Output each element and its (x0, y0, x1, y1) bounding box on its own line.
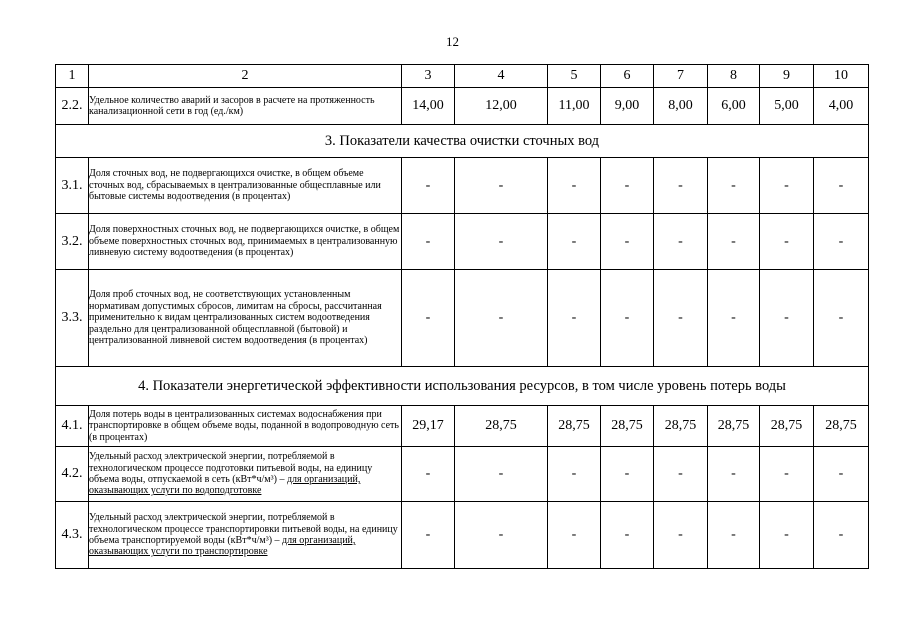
value-cell: 28,75 (654, 406, 708, 447)
header-cell: 10 (814, 65, 869, 88)
section-row-3 (56, 125, 869, 158)
value-cell: - (548, 502, 601, 569)
value-cell: 28,75 (708, 406, 760, 447)
header-cell: 6 (601, 65, 654, 88)
value-cell: - (402, 214, 455, 270)
value-cell: - (654, 270, 708, 367)
header-row (56, 65, 869, 88)
table-row-4-1 (56, 406, 869, 447)
value-cell: 29,17 (402, 406, 455, 447)
value-cell: - (455, 270, 548, 367)
row-description: Доля проб сточных вод, не соответствующих установленным нормативам допустимых сбросов, лимитам на сбросы, рассчитанная применительно к видам централизованных систем водоотведения раздельно для централизованной общесплавной (бытовой) и централизованной ливневой систем водоотведения (в процентах) (89, 270, 402, 367)
value-cell: - (548, 158, 601, 214)
value-cell: 6,00 (708, 88, 760, 125)
value-cell: 9,00 (601, 88, 654, 125)
row-description: Удельное количество аварий и засоров в расчете на протяженность канализационной сети в год (ед./км) (89, 88, 402, 125)
description-text: Удельный расход электрической энергии, потребляемой в технологическом процессе транспортировки питьевой воды, на единицу объема транспортируемой воды (кВт*ч/м³) – (89, 512, 398, 546)
value-cell: - (402, 158, 455, 214)
section-heading: 3. Показатели качества очистки сточных вод (56, 125, 869, 158)
header-cell: 1 (56, 65, 89, 88)
table-row-3-1 (56, 158, 869, 214)
row-number: 2.2. (56, 88, 89, 125)
value-cell: - (402, 270, 455, 367)
row-description: Доля поверхностных сточных вод, не подвергающихся очистке, в общем объеме поверхностных сточных вод, принимаемых в централизованную ливневую систему водоотведения (в процентах) (89, 214, 402, 270)
value-cell: - (814, 270, 869, 367)
value-cell: 28,75 (548, 406, 601, 447)
value-cell: - (708, 447, 760, 502)
value-cell: - (455, 447, 548, 502)
value-cell: - (654, 502, 708, 569)
value-cell: - (601, 270, 654, 367)
value-cell: - (601, 158, 654, 214)
row-description: Доля потерь воды в централизованных системах водоснабжения при транспортировке в общем объеме воды, поданной в водопроводную сеть (в процентах) (89, 406, 402, 447)
header-cell: 5 (548, 65, 601, 88)
description-text: Удельный расход электрической энергии, потребляемой в технологическом процессе подготовки питьевой воды, на единицу объема воды, отпускаемой в сеть (кВт*ч/м³) – (89, 451, 373, 485)
value-cell: 4,00 (814, 88, 869, 125)
value-cell: - (760, 447, 814, 502)
row-number: 4.2. (56, 447, 89, 502)
value-cell: - (601, 502, 654, 569)
value-cell: 12,00 (455, 88, 548, 125)
row-description (89, 447, 402, 502)
header-cell: 8 (708, 65, 760, 88)
section-row-4 (56, 367, 869, 406)
value-cell: - (601, 447, 654, 502)
value-cell: - (760, 158, 814, 214)
value-cell: 14,00 (402, 88, 455, 125)
indicators-table (55, 64, 869, 569)
value-cell: - (708, 158, 760, 214)
value-cell: - (708, 270, 760, 367)
value-cell: - (708, 502, 760, 569)
row-description (89, 502, 402, 569)
table-row-4-2 (56, 447, 869, 502)
value-cell: - (455, 158, 548, 214)
value-cell: 11,00 (548, 88, 601, 125)
row-number: 4.1. (56, 406, 89, 447)
description-underlined: для организаций, оказывающих услуги по водоподготовке (89, 474, 361, 497)
value-cell: - (814, 158, 869, 214)
value-cell: 28,75 (601, 406, 654, 447)
value-cell: - (402, 447, 455, 502)
value-cell: - (760, 270, 814, 367)
value-cell: - (601, 214, 654, 270)
value-cell: 28,75 (814, 406, 869, 447)
value-cell: - (455, 214, 548, 270)
row-number: 3.1. (56, 158, 89, 214)
value-cell: 5,00 (760, 88, 814, 125)
table-row-3-2 (56, 214, 869, 270)
value-cell: - (814, 214, 869, 270)
row-number: 3.3. (56, 270, 89, 367)
page-number: 12 (446, 34, 459, 49)
header-cell: 2 (89, 65, 402, 88)
value-cell: - (760, 502, 814, 569)
value-cell: - (654, 158, 708, 214)
table-row-4-3 (56, 502, 869, 569)
value-cell: - (548, 214, 601, 270)
row-description: Доля сточных вод, не подвергающихся очистке, в общем объеме сточных вод, сбрасываемых в централизованные общесплавные или бытовые системы водоотведения (в процентах) (89, 158, 402, 214)
value-cell: - (548, 447, 601, 502)
value-cell: - (708, 214, 760, 270)
value-cell: - (654, 214, 708, 270)
section-heading: 4. Показатели энергетической эффективности использования ресурсов, в том числе уровень потерь воды (56, 367, 869, 406)
description-underlined: для организаций, оказывающих услуги по транспортировке (89, 535, 356, 558)
value-cell: - (455, 502, 548, 569)
table-row-3-3 (56, 270, 869, 367)
header-cell: 7 (654, 65, 708, 88)
header-cell: 9 (760, 65, 814, 88)
row-number: 4.3. (56, 502, 89, 569)
value-cell: - (814, 447, 869, 502)
row-number: 3.2. (56, 214, 89, 270)
value-cell: 8,00 (654, 88, 708, 125)
value-cell: - (814, 502, 869, 569)
value-cell: 28,75 (455, 406, 548, 447)
value-cell: - (760, 214, 814, 270)
value-cell: - (548, 270, 601, 367)
value-cell: - (654, 447, 708, 502)
table-row-2-2 (56, 88, 869, 125)
value-cell: - (402, 502, 455, 569)
header-cell: 3 (402, 65, 455, 88)
value-cell: 28,75 (760, 406, 814, 447)
header-cell: 4 (455, 65, 548, 88)
